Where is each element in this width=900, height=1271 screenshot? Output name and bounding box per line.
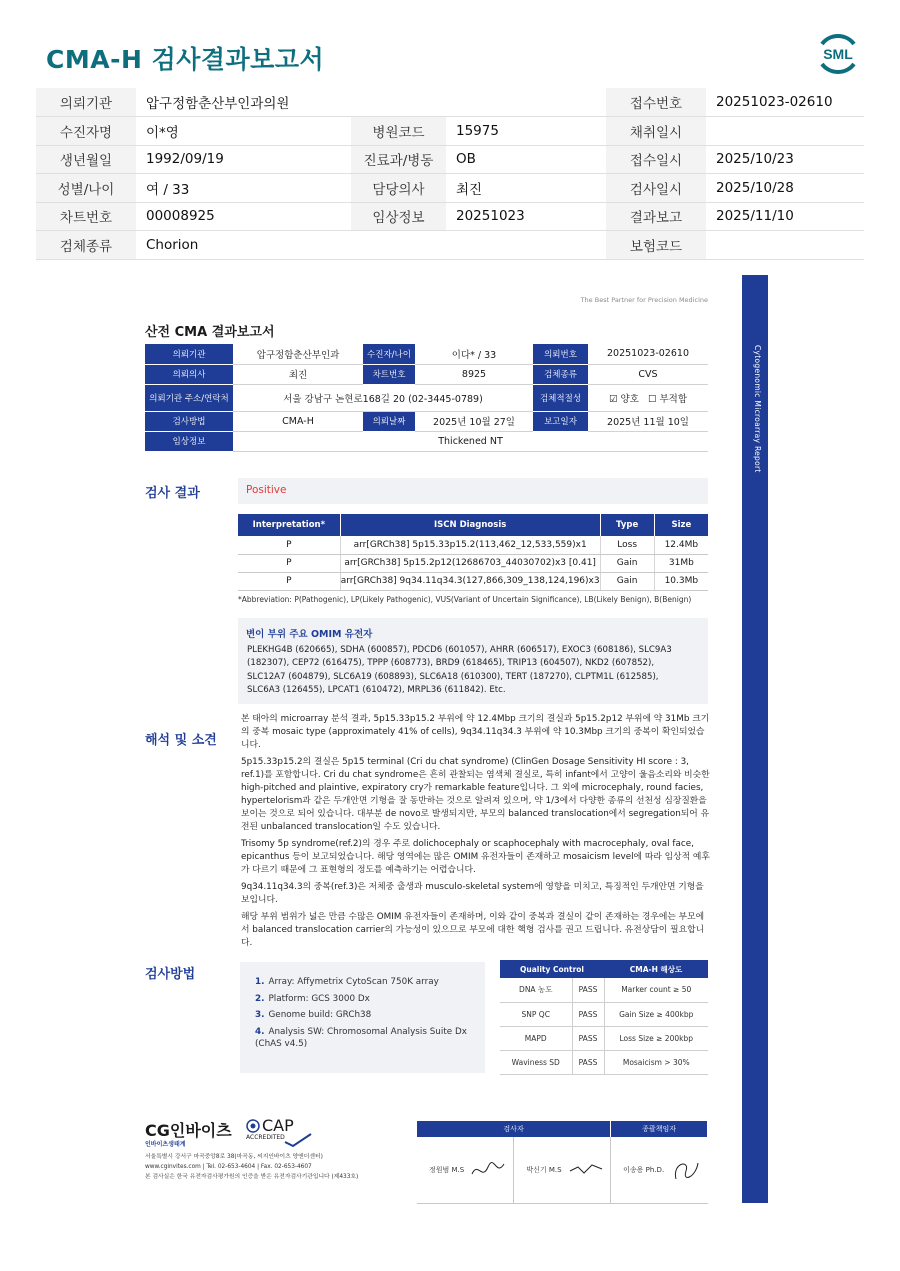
signature-image [568, 1159, 604, 1181]
tagline: The Best Partner for Precision Medicine [580, 296, 708, 304]
cell-label: 의뢰기관 주소/연락처 [145, 384, 233, 411]
cg-invites-sublabel: 인바이츠생태계 [145, 1141, 186, 1148]
info-label: 병원코드 [351, 117, 446, 146]
cell-label: 검사방법 [145, 411, 233, 431]
iscn-row [238, 554, 708, 572]
signer-name: 이송용 Ph.D. [623, 1165, 665, 1174]
method-text: Analysis SW: Chromosomal Analysis Suite Dx (ChAS v4.5) [255, 1026, 467, 1049]
info-value: 2025/10/23 [706, 145, 864, 174]
company-address [145, 1152, 358, 1182]
result-heading: 검사 결과 [145, 486, 200, 501]
omim-line: SLC6A3 (126455), LPCAT1 (610472), MRPL36 (611842). Etc. [247, 684, 506, 695]
method-value: CMA-H [233, 411, 363, 431]
iscn-cell: P [238, 554, 340, 572]
info-label: 성별/나이 [36, 174, 136, 203]
qc-row [500, 1002, 708, 1026]
info-label: 담당의사 [351, 174, 446, 203]
qc-cell: Waviness SD [500, 1050, 572, 1074]
iscn-row [238, 572, 708, 590]
info-label: 결과보고 [606, 202, 706, 231]
suitable-label: 양호 [620, 393, 639, 405]
info-label: 검사일시 [606, 174, 706, 203]
iscn-cell: arr[GRCh38] 9q34.11q34.3(127,866,309_138,124,196)x3 [340, 572, 600, 590]
suitability-value [588, 384, 708, 411]
info-value: 여 / 33 [136, 174, 351, 203]
qc-row [500, 978, 708, 1002]
info-label: 접수일시 [606, 145, 706, 174]
page-title: CMA-H 검사결과보고서 [46, 45, 325, 74]
qc-cell: Mosaicism > 30% [604, 1050, 708, 1074]
method-text: Genome build: GRCh38 [268, 1010, 372, 1020]
qc-row [500, 1026, 708, 1050]
info-value: 00008925 [136, 202, 351, 231]
cell-label: 검체적절성 [533, 384, 588, 411]
qc-cell: Gain Size ≥ 400kbp [604, 1002, 708, 1026]
sidebar-label: Cytogenomic Microarray Report [753, 345, 762, 473]
iscn-row [238, 536, 708, 554]
method-number: 2. [255, 993, 265, 1004]
qc-cell: PASS [572, 1050, 604, 1074]
cap-subtext: ACCREDITED [246, 1134, 285, 1141]
quality-control-table [500, 960, 708, 1075]
result-box [238, 478, 708, 504]
info-value: Chorion [136, 231, 606, 260]
omim-line: (182307), CEP72 (616475), TPPP (608773), BRD9 (618465), TRIP13 (604507), NKD2 (607852), [247, 658, 655, 669]
cell-label: 임상정보 [145, 431, 233, 451]
interpretation-paragraph: 5p15.33p15.2의 결실은 5p15 terminal (Cri du chat syndrome) (ClinGen Dosage Sensitivity HI score : 3, ref.1)를 포함합니다. Cri du chat syndrome은 흔히 관찰되는 염색체 결실로, 특히 infant에서 고양이 울음소리와 비슷한 high-pitched and plaintive, expiratory cry가 remarkable feature입니다. 그 외에 microcephaly, round facies, hypertelorism과 같은 두개안면 기형을 잘 동반하는 것으로 알려져 있으며, 약 1/3에서 다양한 종류의 선천성 심장질환을 보이는 것으로 되어 있습니다. 대부분 de novo로 발생되지만, 부모의 balanced translocation에서 segregation되어 유전된 unbalanced translocation일 수도 있습니다. [241, 757, 710, 832]
doctor-value: 최진 [233, 364, 363, 384]
specimen-value: CVS [588, 364, 708, 384]
method-item [255, 976, 485, 988]
director-header: 종괄책임자 [611, 1121, 708, 1137]
signer-cell [611, 1137, 708, 1203]
iscn-header: Interpretation* [238, 514, 340, 536]
info-value: 15975 [446, 117, 606, 146]
cell-label: 수진자/나이 [363, 344, 415, 364]
signer-name: 정원범 M.S [429, 1165, 465, 1174]
interpretation-heading: 해석 및 소견 [145, 733, 217, 748]
signer-name: 박신기 M.S [526, 1165, 562, 1174]
method-item [255, 1026, 485, 1050]
qc-row [500, 1050, 708, 1074]
iscn-cell: 12.4Mb [654, 536, 708, 554]
method-number: 1. [255, 977, 265, 987]
method-box [240, 962, 485, 1073]
cg-invites-logo: CG인바이츠 [145, 1121, 232, 1140]
info-value: 최진 [446, 174, 606, 203]
qc-cell: MAPD [500, 1026, 572, 1050]
cell-label: 의뢰의사 [145, 364, 233, 384]
method-item [255, 993, 485, 1005]
clinical-value: Thickened NT [233, 431, 708, 451]
omim-title: 변이 부위 주요 OMIM 유전자 [246, 629, 373, 640]
cell-label: 차트번호 [363, 364, 415, 384]
info-label: 보험코드 [606, 231, 706, 260]
method-text: Array: Affymetrix CytoScan 750K array [268, 977, 439, 987]
interpretation-paragraph: 해당 부위 범위가 넓은 만큼 수많은 OMIM 유전자들이 존재하며, 이와 같이 중복과 결실이 같이 존재하는 경우에는 부모에서 balanced translocation carrier의 가능성이 있으므로 부모에 대한 핵형 검사를 권고 드립니다. 유전상담이 필요합니다. [241, 912, 705, 948]
signature-table [417, 1121, 708, 1204]
cell-label: 의뢰번호 [533, 344, 588, 364]
iscn-header: Size [654, 514, 708, 536]
address-line: 서울특별시 강서구 마곡중앙8로 38(마곡동, 씨지인바이츠 양앤더센터) [145, 1154, 323, 1160]
sml-logo-text: SML [823, 46, 853, 62]
cell-label: 검체종류 [533, 364, 588, 384]
info-value: OB [446, 145, 606, 174]
info-value: 20251023-02610 [706, 88, 864, 117]
info-label: 차트번호 [36, 202, 136, 231]
info-label: 생년월일 [36, 145, 136, 174]
signature-image [470, 1159, 506, 1181]
checked-checkbox-icon: ☑ [608, 393, 618, 405]
unsuitable-label: 부적합 [659, 393, 688, 405]
info-label: 진료과/병동 [351, 145, 446, 174]
iscn-cell: arr[GRCh38] 5p15.2p12(12686703_44030702)x3 [0.41] [340, 554, 600, 572]
iscn-header: Type [600, 514, 654, 536]
info-label: 채취일시 [606, 117, 706, 146]
info-value: 2025/11/10 [706, 202, 864, 231]
qc-cell: Marker count ≥ 50 [604, 978, 708, 1002]
qc-cell: Loss Size ≥ 200kbp [604, 1026, 708, 1050]
resolution-header: CMA-H 해상도 [604, 960, 708, 978]
iscn-cell: 10.3Mb [654, 572, 708, 590]
qc-header: Quality Control [500, 960, 604, 978]
institution-value: 압구정함춘산부인과 [233, 344, 363, 364]
cell-label: 보고일자 [533, 411, 588, 431]
interpretation-paragraph: 9q34.11q34.3의 중복(ref.3)은 저체중 출생과 musculo-skeletal system에 영향을 미치고, 특징적인 두개안면 기형을 보입니다. [241, 882, 704, 905]
iscn-cell: arr[GRCh38] 5p15.33p15.2(113,462_12,533,559)x1 [340, 536, 600, 554]
qc-cell: DNA 농도 [500, 978, 572, 1002]
method-text: Platform: GCS 3000 Dx [268, 993, 370, 1004]
omim-box [238, 618, 708, 704]
cell-label: 의뢰기관 [145, 344, 233, 364]
cell-label: 의뢰날짜 [363, 411, 415, 431]
unchecked-checkbox-icon: ☐ [647, 393, 657, 405]
info-label: 임상정보 [351, 202, 446, 231]
interpretation-paragraph: 본 태아의 microarray 분석 결과, 5p15.33p15.2 부위에 약 12.4Mbp 크기의 결실과 5p15.2p12 부위에 약 31Mb 크기의 중복 mosaic type (approximately 41% of cells), 9q34.11q34.3 부위에 약 10.3Mbp 크기의 중복이 확인되었습니다. [241, 714, 710, 750]
certification-line: 본 검사실은 한국 유전자검사평가원의 인증을 받은 유전자검사기관입니다 (제433호) [145, 1174, 359, 1180]
signer-cell [514, 1137, 611, 1203]
iscn-cell: Loss [600, 536, 654, 554]
signer-cell [417, 1137, 514, 1203]
report-title: 산전 CMA 결과보고서 [145, 325, 275, 340]
iscn-cell: Gain [600, 572, 654, 590]
qc-cell: PASS [572, 978, 604, 1002]
contact-line: www.cginvites.com | Tel. 02-653-4604 | Fax. 02-653-4607 [145, 1164, 312, 1170]
iscn-cell: Gain [600, 554, 654, 572]
request-no-value: 20251023-02610 [588, 344, 708, 364]
info-value: 20251023 [446, 202, 606, 231]
cap-text: CAP [262, 1116, 294, 1135]
request-date-value: 2025년 10월 27일 [415, 411, 533, 431]
qc-cell: PASS [572, 1002, 604, 1026]
omim-line: SLC12A7 (604879), SLC6A19 (608893), SLC6A18 (610300), TERT (187270), CLPTM1L (612585), [247, 671, 659, 682]
iscn-cell: 31Mb [654, 554, 708, 572]
tester-header: 검사자 [417, 1121, 611, 1137]
method-number: 4. [255, 1026, 265, 1037]
qc-cell: SNP QC [500, 1002, 572, 1026]
iscn-cell: P [238, 572, 340, 590]
method-number: 3. [255, 1010, 265, 1020]
omim-line: PLEKHG4B (620665), SDHA (600857), PDCD6 (601057), AHRR (606517), EXOC3 (608186), SLC9A3 [247, 645, 672, 655]
iscn-cell: P [238, 536, 340, 554]
info-value: 1992/09/19 [136, 145, 351, 174]
info-label: 수진자명 [36, 117, 136, 146]
qc-cell: PASS [572, 1026, 604, 1050]
result-value: Positive [246, 484, 287, 496]
info-label: 의뢰기관 [36, 88, 136, 117]
iscn-table [238, 514, 708, 591]
iscn-header: ISCN Diagnosis [340, 514, 600, 536]
abbreviation-note: *Abbreviation: P(Pathogenic), LP(Likely Pathogenic), VUS(Variant of Uncertain Significance), LB(Likely Benign), B(Benign) [238, 595, 692, 604]
address-value: 서울 강남구 논현로168길 20 (02-3445-0789) [233, 384, 533, 411]
method-heading: 검사방법 [145, 967, 196, 982]
info-value: 2025/10/28 [706, 174, 864, 203]
signature-image [670, 1157, 700, 1183]
info-label: 접수번호 [606, 88, 706, 117]
info-label: 검체종류 [36, 231, 136, 260]
info-value: 압구정함춘산부인과의원 [136, 88, 606, 117]
report-patient-table [145, 344, 708, 452]
interpretation-text [241, 713, 711, 954]
report-date-value: 2025년 11월 10일 [588, 411, 708, 431]
info-value: 이*영 [136, 117, 351, 146]
chart-value: 8925 [415, 364, 533, 384]
interpretation-paragraph: Trisomy 5p syndrome(ref.2)의 경우 주로 dolichocephaly or scaphocephaly with macrocephaly, oval face, epicanthus 등이 보고되었습니다. 해당 영역에는 많은 OMIM 유전자들이 존재하고 mosaicism level에 따라 임상적 예후가 다르기 때문에 그 표현형의 정도를 예측하기는 어렵습니다. [241, 839, 710, 875]
patient-value: 이다* / 33 [415, 344, 533, 364]
method-item [255, 1009, 485, 1021]
omim-gene-list [247, 644, 702, 697]
